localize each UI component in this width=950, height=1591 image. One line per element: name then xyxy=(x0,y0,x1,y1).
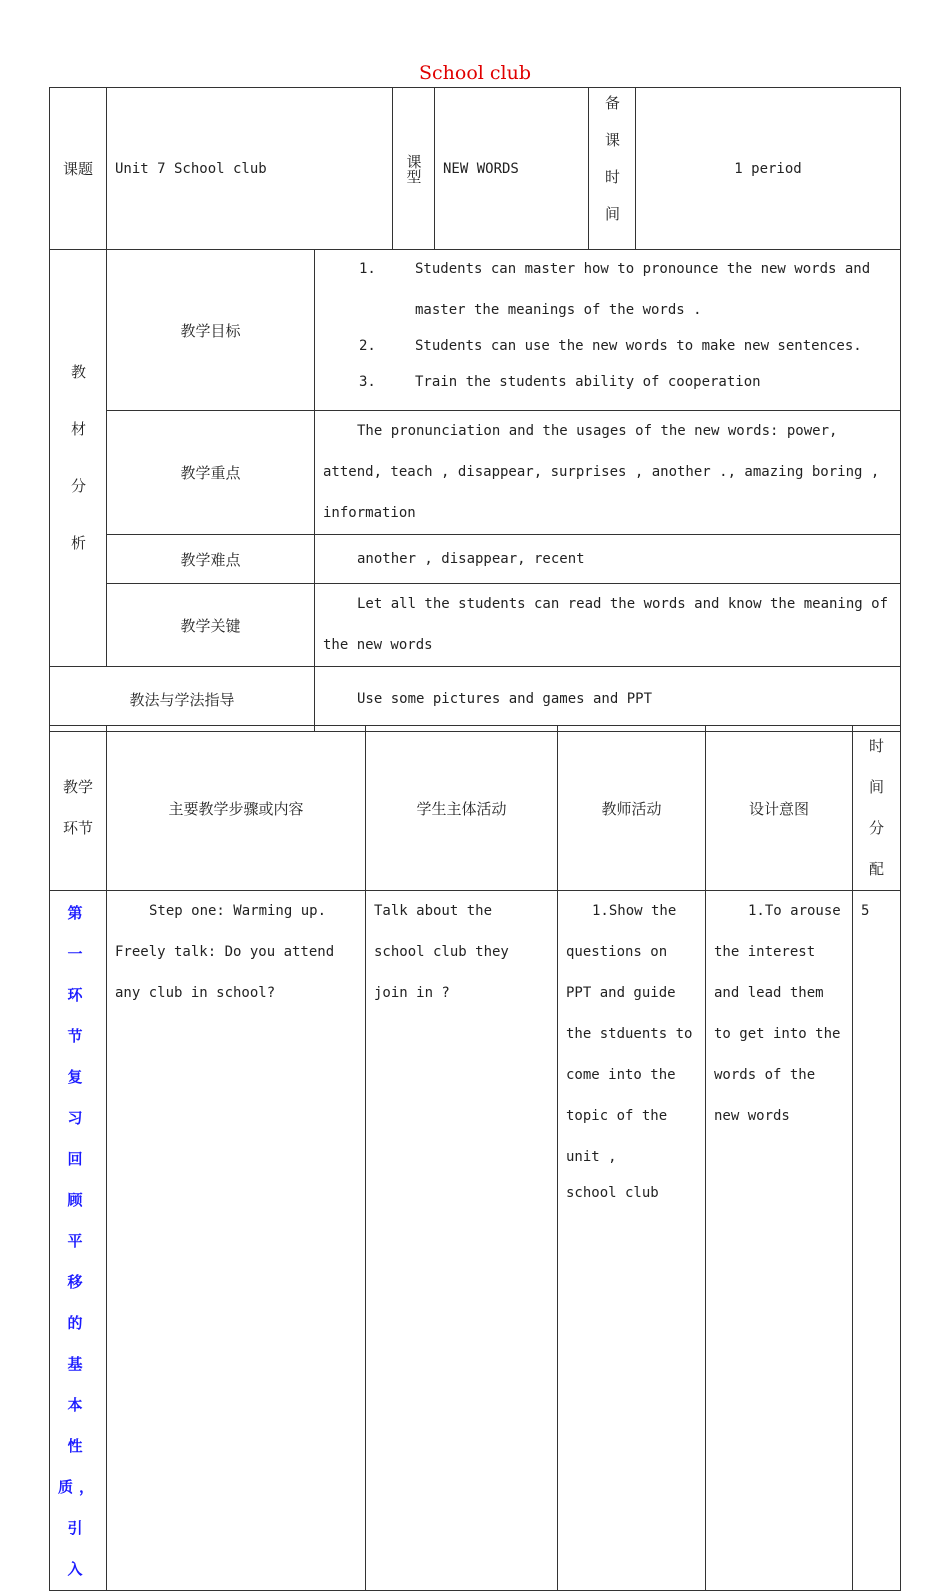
method-label: 教法与学法指导 xyxy=(50,667,315,732)
time-value: 1 period xyxy=(636,88,901,250)
content-line: Freely talk: Do you attend xyxy=(115,944,335,960)
goal-text: master the meanings of the words . xyxy=(415,302,702,318)
teacher-line: the stduents to xyxy=(566,1026,693,1042)
col-intent-header: 设计意图 xyxy=(706,726,853,891)
time-label: 备课时间 xyxy=(603,94,621,243)
goals-list xyxy=(315,250,901,411)
topic-value: Unit 7 School club xyxy=(107,88,393,250)
design-intent xyxy=(706,891,853,1591)
teacher-line: questions on xyxy=(566,944,668,960)
key-points xyxy=(315,411,901,535)
student-line: school club they xyxy=(374,944,509,960)
topic-label: 课题 xyxy=(50,88,107,250)
teacher-activity xyxy=(558,891,706,1591)
intent-line: to get into the xyxy=(714,1026,841,1042)
teacher-line: topic of the xyxy=(566,1108,668,1124)
time-allocation: 5 xyxy=(853,891,901,1591)
type-label: 课型 xyxy=(404,153,423,184)
intent-line: 1.To arouse xyxy=(748,903,841,919)
type-value: NEW WORDS xyxy=(435,88,589,250)
teacher-line: come into the xyxy=(566,1067,676,1083)
goal-text: Students can master how to pronounce the new words and xyxy=(415,261,871,277)
col-content-header: 主要教学步骤或内容 xyxy=(107,726,366,891)
intent-line: and lead them xyxy=(714,985,824,1001)
col-stage-header: 教学环节 xyxy=(62,778,93,837)
intent-line: words of the xyxy=(714,1067,816,1083)
difficulty-value: another , disappear, recent xyxy=(315,535,901,584)
teacher-line: 1.Show the xyxy=(592,903,677,919)
goals-label: 教学目标 xyxy=(107,250,315,411)
teacher-line: unit , xyxy=(566,1149,617,1165)
col-time-header: 时间分配 xyxy=(868,737,884,878)
content-line: any club in school? xyxy=(115,985,276,1001)
document-title: School club xyxy=(418,62,531,84)
crux-label: 教学关键 xyxy=(107,584,315,667)
step-content xyxy=(107,891,366,1591)
crux xyxy=(315,584,901,667)
student-activity xyxy=(366,891,558,1591)
goal-number: 1. xyxy=(359,261,376,277)
goal-number: 3. xyxy=(359,374,376,390)
key-line: attend, teach , disappear, surprises , another ., amazing boring , xyxy=(323,464,880,480)
goal-text: Students can use the new words to make new sentences. xyxy=(415,338,862,354)
col-student-header: 学生主体活动 xyxy=(366,726,558,891)
content-line: Step one: Warming up. xyxy=(149,903,327,919)
goal-text: Train the students ability of cooperation xyxy=(415,374,761,390)
student-line: Talk about the xyxy=(374,903,493,919)
crux-line: the new words xyxy=(323,637,433,653)
key-label: 教学重点 xyxy=(107,411,315,535)
method-value: Use some pictures and games and PPT xyxy=(315,667,901,732)
intent-line: new words xyxy=(714,1108,790,1124)
goal-number: 2. xyxy=(359,338,376,354)
analysis-table xyxy=(49,249,901,732)
teacher-line: school club xyxy=(566,1185,659,1201)
student-line: join in ? xyxy=(374,985,450,1001)
analysis-section-label: 教材分析 xyxy=(69,364,87,592)
key-line: The pronunciation and the usages of the new words: power, xyxy=(357,423,838,439)
teacher-line: PPT and guide xyxy=(566,985,676,1001)
steps-table xyxy=(49,725,901,1591)
header-table xyxy=(49,87,901,250)
key-line: information xyxy=(323,505,416,521)
difficulty-label: 教学难点 xyxy=(107,535,315,584)
crux-line: Let all the students can read the words and know the meaning of xyxy=(357,596,889,612)
step-stage: 第一环节复习回顾平移的基本性质，引入 xyxy=(58,904,101,1578)
col-teacher-header: 教师活动 xyxy=(558,726,706,891)
intent-line: the interest xyxy=(714,944,816,960)
